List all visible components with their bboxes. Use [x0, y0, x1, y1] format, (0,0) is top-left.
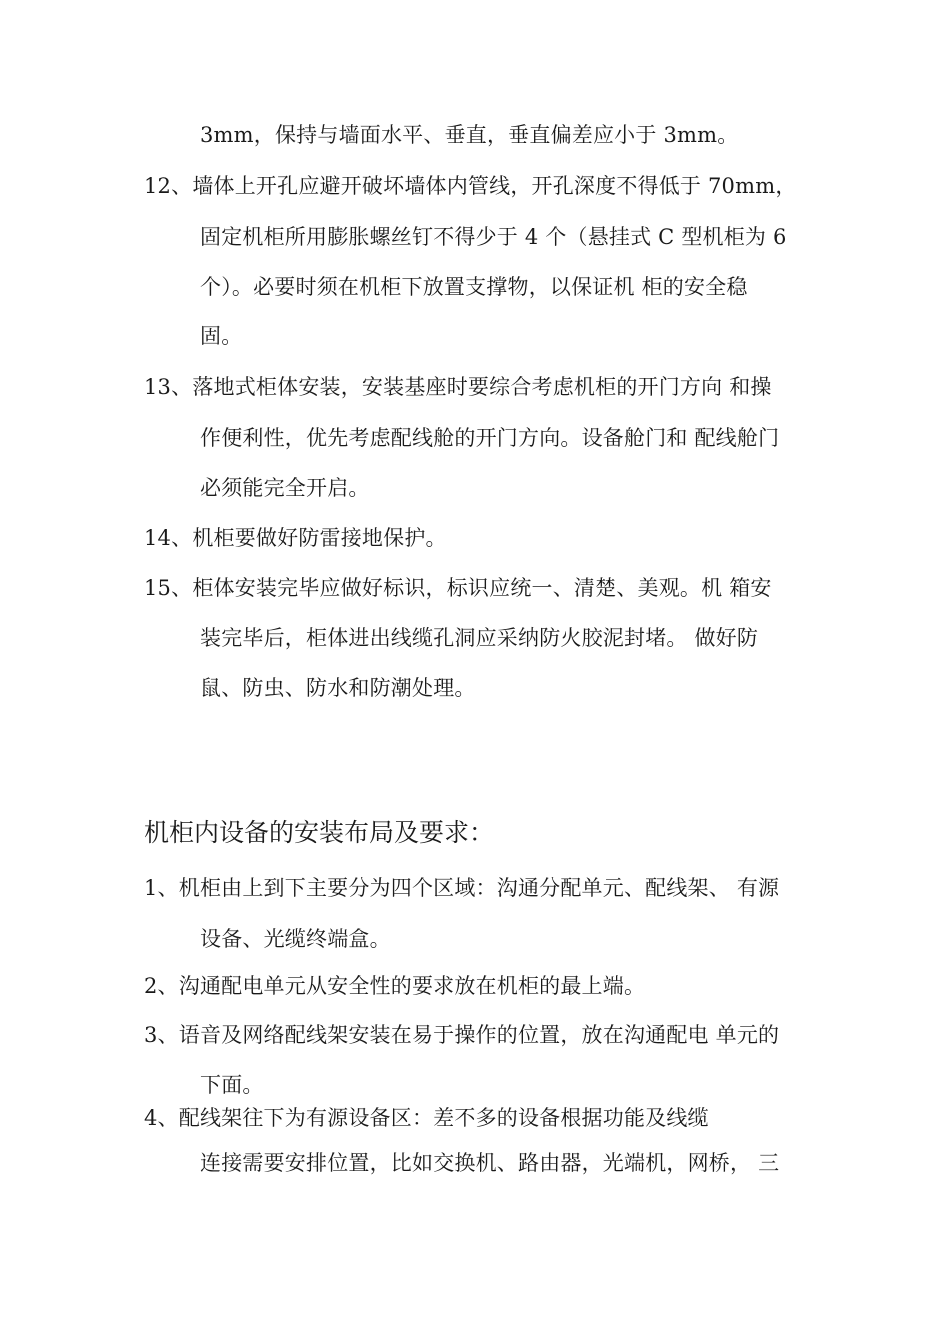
paragraph-line: 个）。必要时须在机柜下放置支撑物，以保证机 柜的安全稳: [200, 275, 748, 299]
paragraph-line: 连接需要安排位置，比如交换机、路由器，光端机，网桥， 三: [200, 1151, 780, 1175]
list-item-3: 3、语音及网络配线架安装在易于操作的位置，放在沟通配电 单元的: [144, 1023, 780, 1047]
paragraph-line: 设备、光缆终端盒。: [200, 927, 391, 951]
list-item-2: 2、沟通配电单元从安全性的要求放在机柜的最上端。: [144, 974, 646, 998]
paragraph-line: 固定机柜所用膨胀螺丝钉不得少于 4 个（悬挂式 C 型机柜为 6: [200, 225, 787, 249]
section-heading: 机柜内设备的安装布局及要求：: [144, 818, 495, 847]
list-item-15: 15、柜体安装完毕应做好标识，标识应统一、清楚、美观。机 箱安: [144, 576, 772, 600]
paragraph-line: 下面。: [200, 1073, 264, 1097]
paragraph-line: 固。: [200, 324, 243, 348]
list-item-12: 12、墙体上开孔应避开破坏墙体内管线，开孔深度不得低于 70mm，: [144, 174, 797, 198]
paragraph-line: 装完毕后，柜体进出线缆孔洞应采纳防火胶泥封堵。 做好防: [200, 626, 759, 650]
list-item-4: 4、配线架往下为有源设备区：差不多的设备根据功能及线缆: [144, 1106, 709, 1130]
paragraph-line: 3mm，保持与墙面水平、垂直，垂直偏差应小于 3mm。: [200, 123, 739, 147]
list-item-13: 13、落地式柜体安装，安装基座时要综合考虑机柜的开门方向 和操: [144, 375, 772, 399]
paragraph-line: 必须能完全开启。: [200, 476, 370, 500]
paragraph-line: 作便利性，优先考虑配线舱的开门方向。设备舱门和 配线舱门: [200, 426, 780, 450]
paragraph-line: 鼠、防虫、防水和防潮处理。: [200, 676, 476, 700]
list-item-14: 14、机柜要做好防雷接地保护。: [144, 526, 447, 550]
list-item-1: 1、机柜由上到下主要分为四个区域：沟通分配单元、配线架、 有源: [144, 876, 780, 900]
